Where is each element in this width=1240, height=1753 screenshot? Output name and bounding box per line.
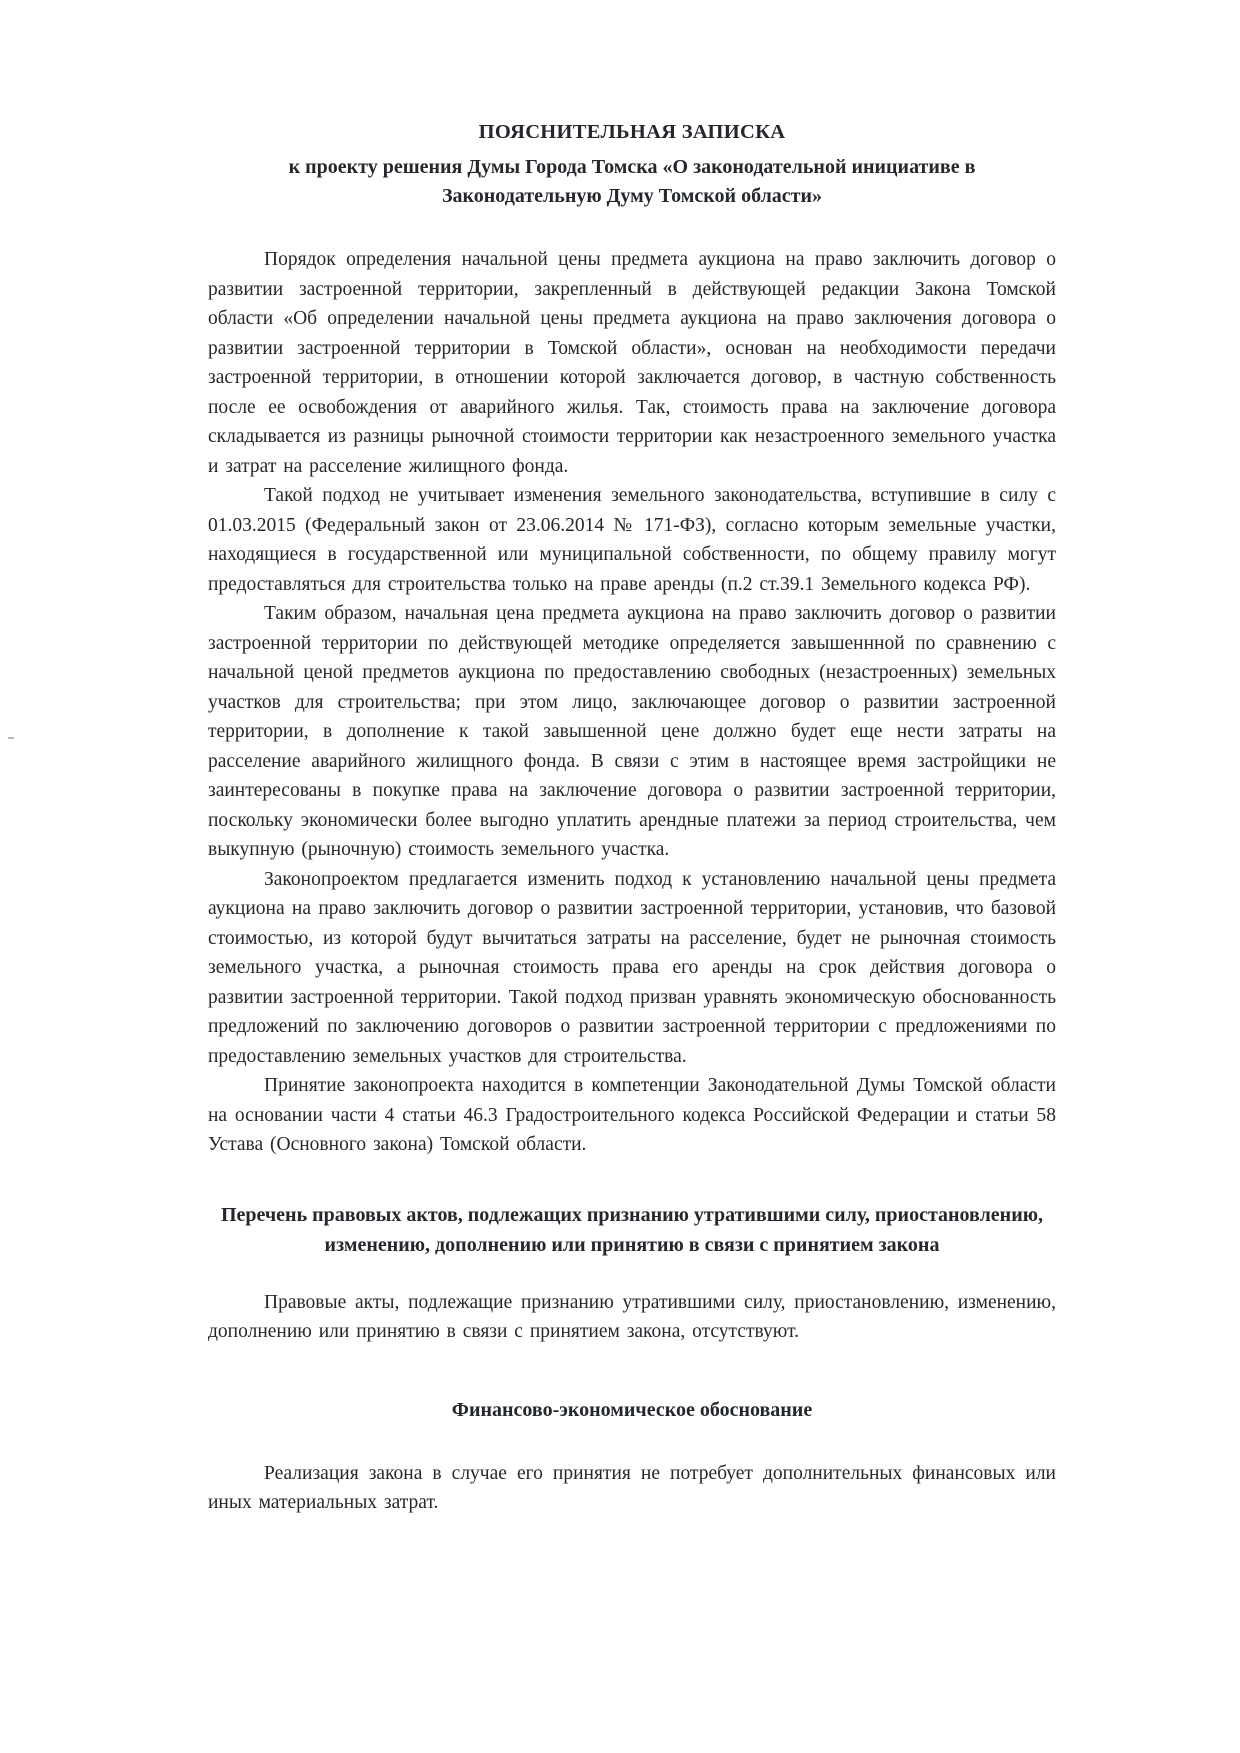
paragraph-2: Такой подход не учитывает изменения земельного законодательства, вступившие в силу с 01.03.2015 (Федеральный закон от 23.06.2014 № 171-ФЗ), согласно которым земельные участки, находящиеся в государственной или муниципальной собственности, по общему правилу могут предоставляться для строительства только на праве аренды (п.2 ст.39.1 Земельного кодекса РФ). <box>208 485 1056 595</box>
paragraph-3: Таким образом, начальная цена предмета аукциона на право заключить договор о развитии застроенной территории по действующей методике определяется завышеннной по сравнению с начальной ценой предметов аукциона по предоставлению свободных (незастроенных) земельных участков для строительства; при этом лицо, заключающее договор о развитии застроенной территории, в дополнение к такой завышенной цене должно будет еще нести затраты на расселение аварийного жилищного фонда. В связи с этим в настоящее время застройщики не заинтересованы в покупке права на заключение договора о развитии застроенной территории, поскольку экономически более выгодно уплатить арендные платежи за период строительства, чем выкупную (рыночную) стоимость земельного участка. <box>208 603 1056 860</box>
document-content <box>208 118 1056 1518</box>
document-subtitle: к проекту решения Думы Города Томска «О законодательной инициативе в Законодательную Думу Томской области» <box>288 156 976 207</box>
section-acts-paragraph: Правовые акты, подлежащие признанию утратившими силу, приостановлению, изменению, дополнению или принятию в связи с принятием закона, отсутствуют. <box>208 1291 1056 1342</box>
paragraph-4: Законопроектом предлагается изменить подход к установлению начальной цены предмета аукциона на право заключить договор о развитии застроенной территории, установив, что базовой стоимостью, из которой будут вычитаться затраты на расселение, будет не рыночная стоимость земельного участка, а рыночная стоимость права его аренды на срок действия договора о развитии застроенной территории. Такой подход призван уравнять экономическую обоснованность предложений по заключению договоров о развитии застроенной территории с предложениями по предоставлению земельных участков для строительства. <box>208 868 1056 1067</box>
scan-artifact <box>8 737 14 739</box>
section-heading-finance: Финансово-экономическое обоснование <box>451 1398 813 1421</box>
paragraph-5: Принятие законопроекта находится в компетенции Законодательной Думы Томской области на основании части 4 статьи 46.3 Градостроительного кодекса Российской Федерации и статьи 58 Устава (Основного закона) Томской области. <box>208 1075 1056 1155</box>
section-finance-paragraph: Реализация закона в случае его принятия не потребует дополнительных финансовых или иных материальных затрат. <box>208 1462 1056 1513</box>
section-heading-acts: Перечень правовых актов, подлежащих признанию утратившими силу, приостановлению, изменению, дополнению или принятию в связи с принятием закона <box>220 1203 1044 1256</box>
document-title: ПОЯСНИТЕЛЬНАЯ ЗАПИСКА <box>478 121 786 143</box>
paragraph-1: Порядок определения начальной цены предмета аукциона на право заключить договор о развитии застроенной территории, закрепленный в действующей редакции Закона Томской области «Об определении начальной цены предмета аукциона на право заключения договора о развитии застроенной территории в Томской области», основан на необходимости передачи застроенной территории, в отношении которой заключается договор, в частную собственность после ее освобождения от аварийного жилья. Так, стоимость права на заключение договора складывается из разницы рыночной стоимости территории как незастроенного земельного участка и затрат на расселение жилищного фонда. <box>208 249 1056 477</box>
